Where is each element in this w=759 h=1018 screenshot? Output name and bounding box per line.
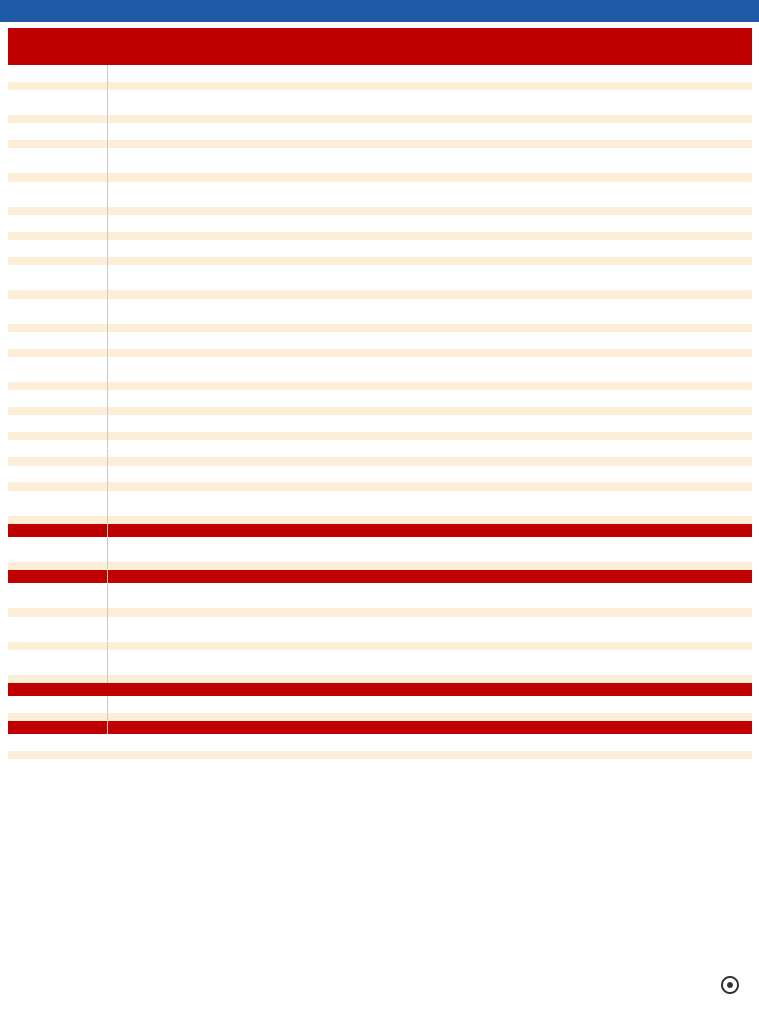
- industry-label: [8, 90, 108, 148]
- table-row: [8, 165, 752, 173]
- index-row: [8, 349, 752, 357]
- index-row: [8, 482, 752, 490]
- industry-label: [8, 449, 108, 641]
- table-rows: [8, 52, 752, 759]
- index-row: [8, 115, 752, 123]
- section-header: [8, 570, 752, 583]
- index-row: [8, 290, 752, 298]
- subsector-header-row: [8, 182, 752, 190]
- table-row: [8, 274, 752, 282]
- table-row: [8, 157, 752, 165]
- table-row: [8, 132, 752, 140]
- subsector-header-row: [8, 696, 752, 704]
- subsector-header-row: [8, 466, 752, 474]
- subsector-header-row: [8, 440, 752, 448]
- index-row: [8, 608, 752, 616]
- table-row: [8, 374, 752, 382]
- subsector-header-row: [8, 583, 752, 591]
- subsector-header-row: [8, 617, 752, 625]
- subsector-header-row: [8, 299, 752, 307]
- table-row: [8, 107, 752, 115]
- index-row: [8, 82, 752, 90]
- industry-table: [8, 28, 752, 759]
- industry-label: [8, 65, 108, 90]
- subsector-header-row: [8, 90, 752, 98]
- table-row: [8, 474, 752, 482]
- wechat-icon: [721, 976, 739, 994]
- table-row: [8, 365, 752, 373]
- subsector-header-row: [8, 491, 752, 499]
- index-row: [8, 257, 752, 265]
- index-row: [8, 407, 752, 415]
- table-row: [8, 224, 752, 232]
- index-row: [8, 207, 752, 215]
- index-row: [8, 324, 752, 332]
- table-row: [8, 98, 752, 106]
- section-header: [8, 52, 752, 65]
- table-row: [8, 507, 752, 515]
- subsector-header-row: [8, 123, 752, 131]
- subsector-header-row: [8, 215, 752, 223]
- watermark: [721, 976, 745, 994]
- section-header: [8, 683, 752, 696]
- industry-label: [8, 642, 108, 683]
- table-row: [8, 449, 752, 457]
- index-row: [8, 140, 752, 148]
- table-row: [8, 554, 752, 562]
- subsector-header-row: [8, 357, 752, 365]
- index-row: [8, 232, 752, 240]
- table-row: [8, 307, 752, 315]
- subsector-header-row: [8, 332, 752, 340]
- index-row: [8, 713, 752, 721]
- industry-label: [8, 148, 108, 415]
- table-row: [8, 424, 752, 432]
- table-row: [8, 282, 752, 290]
- table-row: [8, 315, 752, 323]
- subsector-header-row: [8, 415, 752, 423]
- table-row: [8, 743, 752, 751]
- index-row: [8, 457, 752, 465]
- table-row: [8, 199, 752, 207]
- table-row: [8, 249, 752, 257]
- table-row: [8, 633, 752, 641]
- index-row: [8, 432, 752, 440]
- subsector-header-row: [8, 650, 752, 658]
- index-row: [8, 173, 752, 181]
- table-row: [8, 73, 752, 81]
- section-header: [8, 524, 752, 537]
- index-row: [8, 642, 752, 650]
- subsector-header-row: [8, 240, 752, 248]
- table-row: [8, 705, 752, 713]
- industry-label: [8, 696, 108, 734]
- table-row: [8, 190, 752, 198]
- table-row: [8, 545, 752, 553]
- table-row: [8, 658, 752, 666]
- table-row: [8, 499, 752, 507]
- figure-title: [0, 0, 759, 22]
- table-row: [8, 600, 752, 608]
- index-row: [8, 675, 752, 683]
- section-header: [8, 721, 752, 734]
- table-row: [8, 399, 752, 407]
- industry-label: [8, 415, 108, 448]
- table-row: [8, 667, 752, 675]
- subsector-header-row: [8, 65, 752, 73]
- table-row: [8, 625, 752, 633]
- table-row: [8, 340, 752, 348]
- index-row: [8, 516, 752, 524]
- table-row: [8, 592, 752, 600]
- table-title: [8, 28, 752, 52]
- index-row: [8, 751, 752, 759]
- subsector-header-row: [8, 148, 752, 156]
- subsector-header-row: [8, 390, 752, 398]
- subsector-header-row: [8, 537, 752, 545]
- subsector-header-row: [8, 265, 752, 273]
- subsector-header-row: [8, 734, 752, 742]
- index-row: [8, 562, 752, 570]
- index-row: [8, 382, 752, 390]
